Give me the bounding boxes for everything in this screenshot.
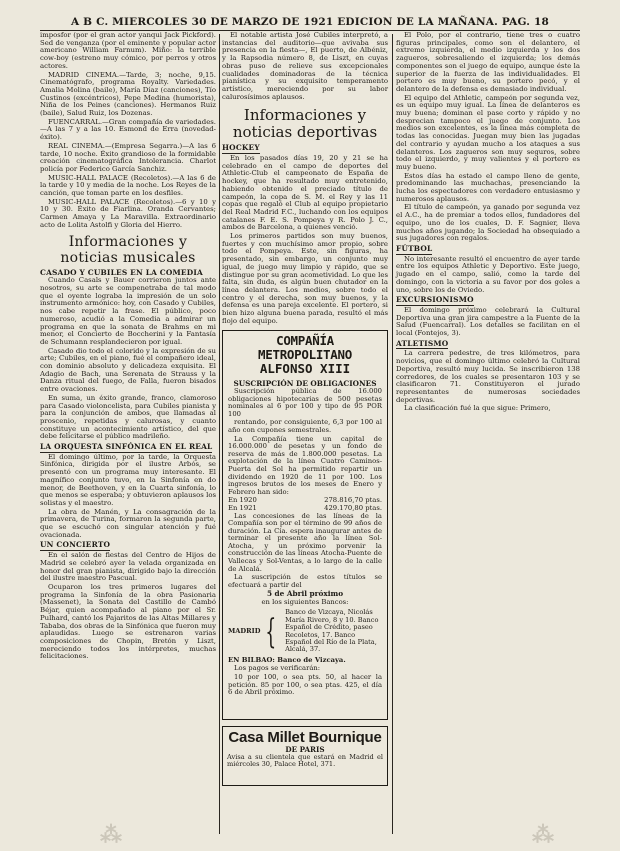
orquesta-paragraph: El domingo último, por la tarde, la Orquesta Sinfónica, dirigida por el ilustre Arbós, se presentó con un programa muy interesante. El magnífico conjunto tuvo, en la Sinfonía en do menor, de Beethoven, y en la Cuarta sinfonía, lo que menos se esperaba; y obtuvieron aplausos los solistas y el maestro.: [40, 452, 216, 507]
hockey-paragraph: Los primeros partidos son muy buenos, fuertes y con muchísimo amor propio, sobre todo el Pompeya. Este, sin figuras, ha presentado, sin embargo, un conjunto muy igual, de juego muy limpio y rápido, que se distingue por su gran acometividad. Lo que les falta, sin duda, es algún buen chutador en la línea delantera. Los medios, sobre todo el centro y el derecha, son muy buenos, y la defensa es una pareja excelente. El portero, si bien hizo alguna buena parada, resultó el más flojo del equipo.: [222, 232, 388, 325]
ad-banks-madrid: [228, 609, 382, 653]
listing-madrid-cinema: MADRID CINEMA.—Tarde, 3; noche, 9,15. Cinematógrafo, programa Royalty. Variedades. Amalia Molina (baile), María Díaz (canciones), Tío Custinos (excéntricos), Pepe Medina (humorista), Niña de los Peines (canciones). Hermanos Ruiz (baile), Salud Ruiz, los Dozenas.: [40, 70, 216, 118]
listing-music-hall-b: MUSIC-HALL PALACE (Recoletos).—6 y 10 y 10 y 30. Éxito de Fiarlina. Oranda Cervantes; Carmen Amaya y La Maravilla. Extraordinario acto de Lolita Astolfi y Gloria del Hierro.: [40, 197, 216, 229]
heading-hockey: HOCKEY: [222, 143, 260, 153]
ad-income-row: En 1921 429.170,80 ptas.: [228, 503, 382, 512]
millet-advertisement: [222, 726, 388, 786]
millet-text: Avisa a su clientela que estará en Madrid el miércoles 30, Palace Hotel, 371.: [227, 753, 383, 769]
cubiles-paragraph: El notable artista José Cubiles interpretó, a instancias del auditorio—que avivaba sus presencia en la fiesta—, El puerto, de Albéniz, y la Rapsodia número 8, de Liszt, en cuyas obras puso de relieve sus excepcionales cualidades dominadoras de la técnica pianística y su exquisito temperamento artístico, mereciendo por su labor calurosísimos aplausos.: [222, 31, 388, 101]
excursionismo-paragraph: El domingo próximo celebrará la Cultural Deportiva una gran jira campestre a la Fuente de la Salud (Fuencarral). Los detalles se facilitan en el local (Fontejos, 3).: [396, 305, 580, 338]
ad-pagos: 10 por 100, o sea pts. 50, al hacer la petición. 85 por 100, o sea ptas. 425, el día 6 de Abril próximo.: [228, 673, 382, 697]
ad-heading: SUSCRIPCIÓN DE OBLIGACIONES: [233, 379, 377, 388]
column-middle: [222, 32, 388, 327]
concierto-paragraph: Ocuparon los tres primeros lugares del programa la Sinfonía de la obra Pasionaria (Massenet), la Sonata del Castillo de Cambó Béjar, quien acompañado al piano por el Sr. Pulhard, cantó los Pajaritos de las Altas Millares y Tababa, dos obras de la Sinfónica que fueron muy aplaudidas. Luego se estrenaron varias composiciones de Chopin, Bretón y Liszt, mereciendo todos los intérpretes, muchas felicitaciones.: [40, 583, 216, 661]
ad-pagos-title: Los pagos se verificarán:: [234, 664, 321, 673]
ad-bilbao: EN BILBAO: Banco de Vizcaya.: [228, 655, 346, 664]
page-header: A B C. MIERCOLES 30 DE MARZO DE 1921 EDICION DE LA MAÑANA. PAG. 18: [70, 16, 550, 28]
brace-icon: {: [265, 611, 277, 652]
ad-paragraph: La Compañía tiene un capital de 16.000.000 de pesetas y un fondo de reserva de más de 1.800.000 pesetas. La explotación de la línea Cuatro Caminos-Puerta del Sol ha permitido repartir un dividendo en 1920 de 11 por 100. Los ingresos brutos de los meses de Enero y Febrero han sido:: [228, 434, 382, 496]
futbol-paragraph: No interesante resultó el encuentro de ayer tarde entre los equipos Athletic y Deportivo. Este juego, jugado en el campo, salió, como la tarde del domingo, con la victoria a su favor por dos goles a uno, sobre los de Oviedo.: [396, 254, 580, 294]
ad-banks-list: Banco de Vizcaya, Nicolás María Rivero, 8 y 10. Banco Español de Crédito, paseo Recoletos, 17. Banco Español del Río de la Plata, Alcalá, 37.: [285, 608, 379, 654]
ad-company-name: COMPAÑÍA METROPOLITANO: [258, 333, 352, 362]
orquesta-paragraph: La obra de Manén, y La consagración de la primavera, de Turina, formaron la segunda parte, que se escuchó con singular atención y fué ovacionada.: [40, 507, 216, 539]
listing-music-hall-a: MUSIC-HALL PALACE (Recoletos).—A las 6 de la tarde y 10 y media de la noche. Los Reyes de la canción, que toman parte en los desfiles.: [40, 173, 216, 198]
metro-advertisement: [222, 330, 388, 720]
millet-subtitle: DE PARIS: [285, 745, 325, 754]
ad-paragraph: Las concesiones de las líneas de la Compañía son por el término de 99 años de duración. La Cía. espera inaugurar antes de terminar el presente año la línea Sol-Atocha, y un próximo porvenir la construcción de las líneas Atocha-Puente de Vallecas y Sol-Ventas, a lo largo de la calle de Alcalá.: [228, 511, 382, 573]
casado-paragraph: En suma, un éxito grande, franco, clamoroso para Casado violoncelista, para Cubiles pianista y para la conjunción de ambos, que llamadas al proscenio, repetidas y calurosas, y cuanto constituye un acontecimiento artístico, del que debe felicitarse el público madrileño.: [40, 393, 216, 441]
heading-excursionismo: EXCURSIONISMO: [396, 295, 474, 305]
classification-paragraph: La clasificación fué la que sigue: Primero,: [404, 404, 551, 413]
column-rule-1: [219, 34, 220, 834]
ad-paragraph: rentando, por consiguiente, 6,3 por 100 al año con cupones semestrales.: [228, 418, 382, 434]
atletismo-paragraph: La carrera pedestre, de tres kilómetros, para novicios, que el domingo último celebró la Cultural Deportiva, resultó muy lucida. Se inscribieron 138 corredores, de los cuales se presentaron 103 y se clasificaron 71. Constituyeron el jurado representantes de numerosas sociedades deportivas.: [396, 349, 580, 404]
concierto-paragraph: En el salón de fiestas del Centro de Hijos de Madrid se celebró ayer la velada organizada en honor del gran pianista, dirigido bajo la dirección del ilustre maestro Pascual.: [40, 551, 216, 583]
listing-fuencarral: FUENCARRAL.—Gran compañía de variedades.—A las 7 y a las 10. Esmond de Erra (novedad-éxito).: [40, 117, 216, 142]
ad-income-table: [228, 497, 382, 512]
heading-futbol: FÚTBOL: [396, 243, 433, 253]
ad-paragraph: La suscripción de estos títulos se efectuará a partir del: [228, 573, 382, 589]
listing-real-cinema: REAL CINEMA.—(Empresa Segarra.)—A las 6 tarde, 10 noche. Éxito grandioso de la formidable creación cinematográfica Intolerancia. Charlot policía por Federico García Sanchiz.: [40, 141, 216, 173]
column-left: [40, 32, 216, 662]
ad-date-sub: en los siguientes Bancos:: [261, 598, 349, 607]
heading-casado-cubiles: CASADO Y CUBILES EN LA COMEDIA: [40, 267, 203, 277]
music-section-title: Informaciones y noticias musicales: [60, 233, 196, 266]
ad-paragraph: Suscripción pública de 16.000 obligaciones hipotecarias de 500 pesetas nominales al 6 por 100 y tipo de 95 POR 100: [228, 387, 382, 418]
hockey-paragraph: En los pasados días 19, 20 y 21 se ha celebrado en el campo de deportes del Athletic-Club el campeonato de España de hockey, que ha resultado muy entretenido, habiendo obtenido el preciado título de campeón, la copa de S. M. el Rey y las 11 copas que regaló el Club al equipo propietario del Real Madrid F.C., luchando con los equipos catalanes F. E. S. Pompeya y R. Polo J. C., ambos de Barcelona, a quienes venció.: [222, 154, 388, 232]
sports-section-title: Informaciones y noticias deportivas: [232, 106, 378, 142]
ad-company-name-2: ALFONSO XIII: [259, 361, 351, 376]
heading-un-concierto: UN CONCIERTO: [40, 540, 111, 550]
casado-paragraph: Cuando Casals y Bauer corrieron juntos ante nosotros, su arte se compenetraba de tal modo que el oyente lograba la impresión de un solo instrumento armónico: hoy, con Casado y Cubiles, nos cabe repetir la frase. El público, poco numeroso, acudió a la Comedia a admirar un programa en que la sonata de Brahms en mi menor, el Concierto de Boccherini y la Fantasía de Schumann resplandecieron por igual.: [40, 276, 216, 346]
title-paragraph: El título de campeón, ya ganado por segunda vez el A.C., ha de premiar a todos ellos, fundadores del equipo, uno de los cuales, D. F. Sagnier, lleva muchos años jugando; la Sociedad ha obsequiado a sus jugadores con regalos.: [396, 203, 580, 243]
ad-city-madrid: MADRID: [228, 626, 261, 635]
listing-intro: imposfor (por el gran actor yanqui Jack Pickford). Sed de venganza (por el eminente y popular actor americano William Farnum). Miño: la terrible cow-boy (estreno muy cómico, por perros y otros actores.: [40, 31, 216, 70]
column-rule-2: [392, 34, 393, 834]
millet-title: Casa Millet Bournique: [228, 729, 382, 746]
ad-income-row: En 1920 278.816,70 ptas.: [228, 496, 382, 505]
athletic-paragraph: El equipo del Athletic, campeón por segunda vez, es un equipo muy igual. La línea de delanteros es muy buena; dominan el pase corto y rápido y no desprecian tampoco el juego de conjunto. Los medios son excelentes, es la línea más completa de todas las conocidas. Juegan muy bien las jugadas del contrario y ayudan mucho a los ataques a sus delanteros. Los zagueros son muy seguros, sobre todo el izquierdo, y muy valientes y el portero es muy bueno.: [396, 93, 580, 171]
heading-atletismo: ATLETISMO: [396, 338, 449, 348]
watermark-decoration: ⁂: [532, 822, 554, 847]
heading-orquesta-sinfonica: LA ORQUESTA SINFÓNICA EN EL REAL: [40, 442, 213, 452]
column-right: [396, 32, 580, 414]
watermark-decoration: ⁂: [100, 822, 122, 847]
ad-date: 5 de Abril próximo: [266, 589, 344, 599]
casado-paragraph: Casado dio todo el colorido y la expresión de su arte; Cubiles, en el piano, fué el compañero ideal, con dominio absoluto y delicadeza exquisita. El Adagio de Bach, una Serenata de Strauss y la Danza ritual del fuego, de Falla, fueron bisados entre ovaciones.: [40, 346, 216, 394]
polo-paragraph: El Polo, por el contrario, tiene tres o cuatro figuras principales, como son el delantero, el extremo izquierda, el medio izquierda y los dos zagueros, sobresaliendo el izquierda; los demás componentes son el juego de equipo, aunque éste la superior de la fuerza de las individualidades. El portero es muy bueno, su portero pecó, y el delantero de la defensa es demasiado individual.: [396, 31, 580, 93]
spectators-paragraph: Estos días ha estado el campo lleno de gente, predominando las muchachas, presenciando la lucha los espectadores con verdadero entusiasmo y numerosos aplausos.: [396, 171, 580, 203]
